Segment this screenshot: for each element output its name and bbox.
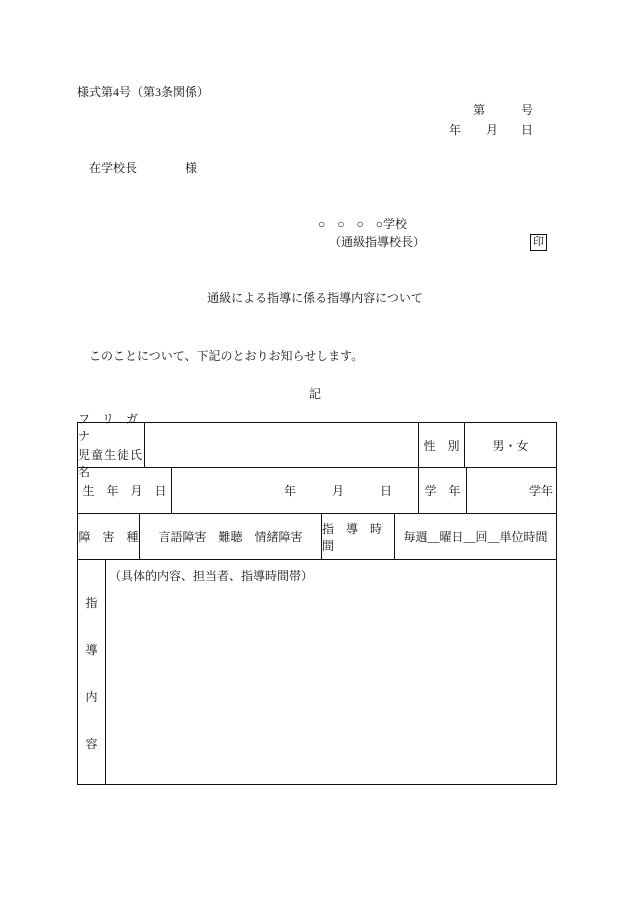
grade-value: 学年 — [528, 484, 553, 498]
table-row-disability — [78, 514, 556, 560]
gender-value-cell[interactable] — [464, 423, 556, 467]
info-table — [77, 412, 557, 785]
time-value: 毎週__曜日__回__単位時間 — [403, 530, 548, 544]
gender-label-cell — [418, 423, 464, 467]
doc-number-dai: 第 — [473, 103, 486, 117]
grade-label-cell — [418, 468, 466, 513]
addressee-name: 在学校長 — [89, 161, 138, 175]
furigana-label: フ リ ガ ナ — [78, 412, 151, 443]
birth-label-cell — [78, 468, 171, 513]
gender-label: 性 別 — [423, 438, 460, 453]
content-label-char: 容 — [85, 737, 98, 751]
birth-date-field[interactable] — [171, 468, 418, 513]
ki-heading: 記 — [308, 387, 321, 401]
disability-options: 言語障害 難聴 情緒障害 — [158, 530, 303, 544]
grade-field[interactable] — [466, 468, 556, 513]
table-row-name — [78, 412, 556, 479]
time-label-cell — [321, 514, 394, 559]
sender-school: ○ ○ ○ ○学校 — [318, 217, 407, 231]
addressee-honorific: 様 — [185, 161, 198, 175]
disability-label-cell — [78, 514, 139, 559]
grade-label: 学 年 — [424, 484, 461, 498]
date-day: 日 — [521, 123, 534, 137]
student-name-label: 児童生徒氏名 — [78, 448, 144, 479]
sender-title: （通級指導校長） — [329, 235, 426, 249]
content-label-char: 内 — [85, 690, 98, 704]
time-field[interactable] — [394, 514, 556, 559]
content-hint: （具体的内容、担当者、指導時間帯） — [109, 569, 314, 583]
date-month: 月 — [486, 123, 499, 137]
birth-label: 生 年 月 日 — [82, 484, 167, 498]
seal-stamp: 印 — [530, 234, 547, 251]
content-label-char: 導 — [85, 643, 98, 657]
form-number: 様式第4号（第3条関係） — [77, 85, 210, 99]
disability-label: 障 害 種 — [78, 530, 139, 544]
body-text: このことについて、下記のとおりお知らせします。 — [89, 349, 364, 363]
content-label-cell — [78, 560, 105, 784]
student-name-field[interactable] — [144, 423, 418, 467]
content-field[interactable] — [105, 560, 556, 784]
table-row-birth — [78, 468, 556, 514]
disability-options-field[interactable] — [139, 514, 321, 559]
content-label-char: 指 — [85, 596, 98, 610]
doc-number-go: 号 — [521, 103, 534, 117]
table-row-content — [78, 560, 556, 784]
birth-date-value: 年 月 日 — [283, 484, 392, 498]
gender-value: 男・女 — [492, 438, 529, 453]
document-title: 通級による指導に係る指導内容について — [207, 291, 423, 305]
time-label: 指 導 時 間 — [322, 521, 395, 553]
name-label-cell — [78, 412, 151, 479]
date-year: 年 — [449, 123, 462, 137]
